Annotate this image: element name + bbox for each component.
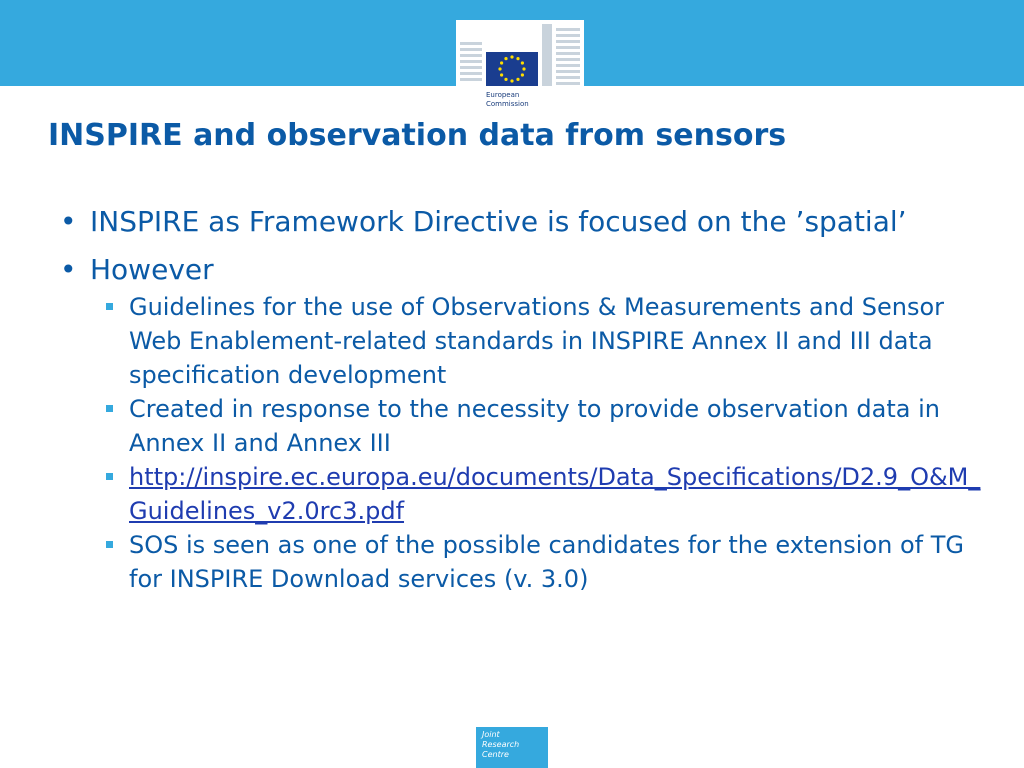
sub-bullet-text: Created in response to the necessity to provide observation data in Annex II and Annex III xyxy=(129,395,940,457)
square-bullet-icon xyxy=(106,405,113,412)
bullet-dot-icon: • xyxy=(60,205,77,238)
square-bullet-icon xyxy=(106,303,113,310)
sub-bullet-text: Guidelines for the use of Observations & Measurements and Sensor Web Enablement-related standards in INSPIRE Annex II and III data specification development xyxy=(129,293,945,389)
jrc-logo xyxy=(476,727,548,768)
european-commission-logo xyxy=(456,20,584,114)
sub-bullet-item xyxy=(90,460,990,528)
bullet-dot-icon: • xyxy=(60,253,77,286)
bullet-text: However xyxy=(90,253,214,286)
square-bullet-icon xyxy=(106,473,113,480)
logo-text-european: European xyxy=(486,91,520,99)
sub-bullet-text: SOS is seen as one of the possible candidates for the extension of TG for INSPIRE Download services (v. 3.0) xyxy=(129,531,965,593)
document-link[interactable]: http://inspire.ec.europa.eu/documents/Data_Specifications/D2.9_O&M_Guidelines_v2.0rc3.pdf xyxy=(129,463,981,525)
bullet-text: INSPIRE as Framework Directive is focused on the ’spatial’ xyxy=(90,205,907,238)
sub-bullet-item xyxy=(90,528,990,596)
sub-bullet-item xyxy=(90,290,990,392)
square-bullet-icon xyxy=(106,541,113,548)
sub-bullet-item xyxy=(90,392,990,460)
jrc-logo-text: Joint Research Centre xyxy=(482,730,520,759)
bullet-item xyxy=(60,250,990,596)
sub-bullet-list xyxy=(90,290,990,596)
bullet-list xyxy=(60,202,990,604)
bullet-item xyxy=(60,202,990,242)
logo-text-commission: Commission xyxy=(486,100,529,108)
slide-title: INSPIRE and observation data from sensors xyxy=(48,118,787,153)
